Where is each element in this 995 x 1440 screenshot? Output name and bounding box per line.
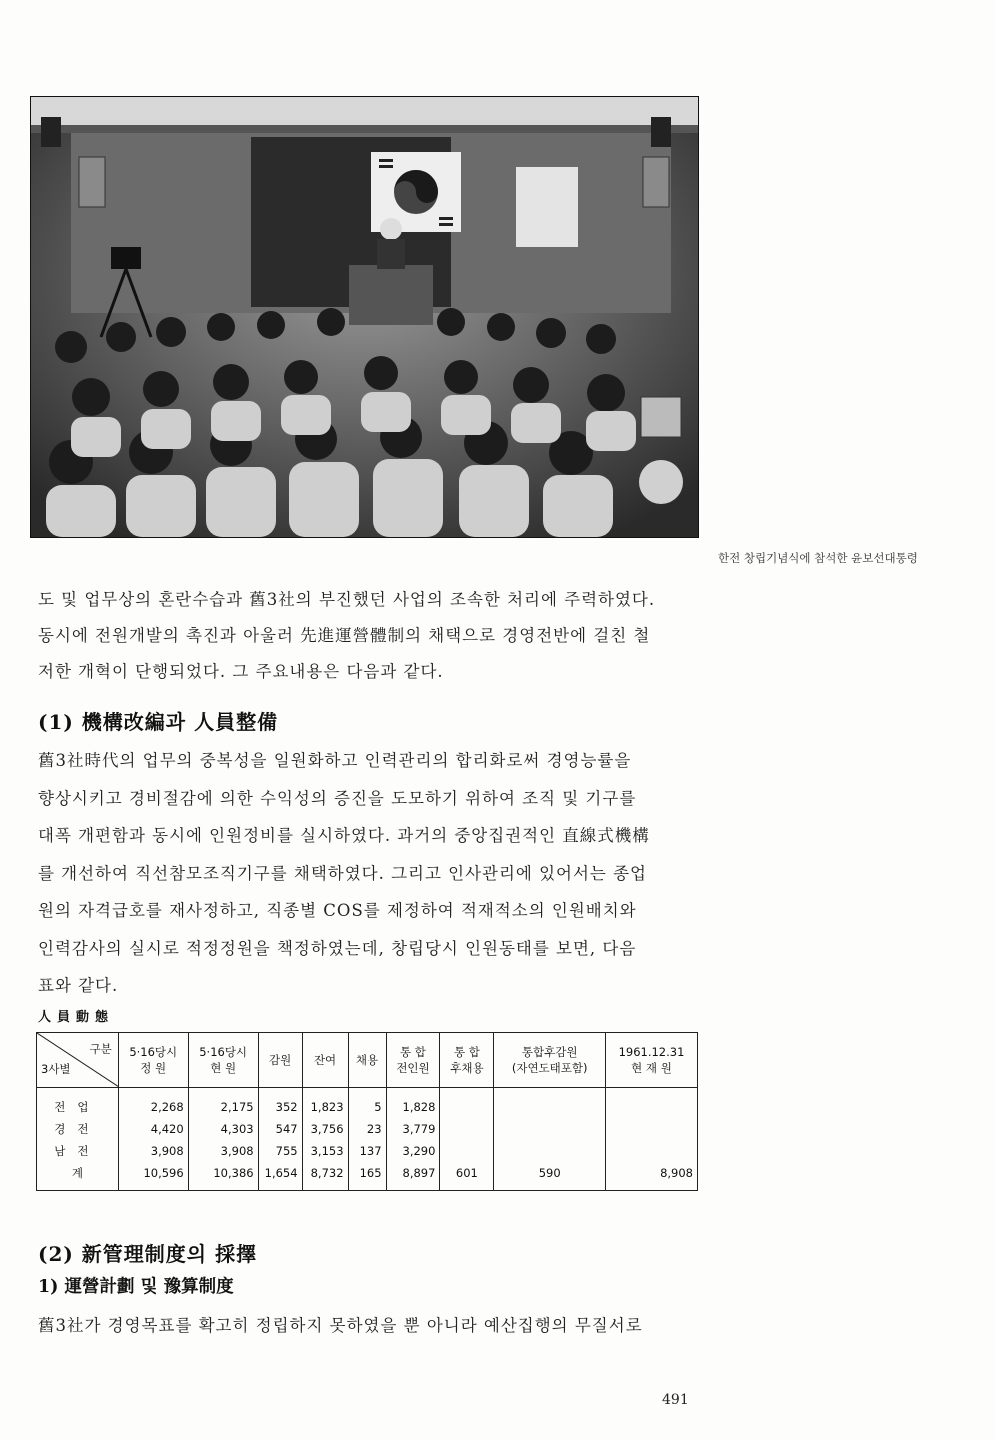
table-cell: 8,732: [302, 1162, 348, 1191]
header-line: 현 재 원: [631, 1061, 672, 1075]
table-cell: [606, 1088, 698, 1119]
table-row: [37, 1088, 698, 1119]
table-cell: 755: [258, 1140, 302, 1162]
paragraph-line: 원의 자격급호를 재사정하고, 직종별 COS를 제정하여 적재적소의 인원배치와: [38, 901, 637, 920]
table-row: [37, 1118, 698, 1140]
header-line: (자연도태포함): [511, 1061, 588, 1075]
column-header: [302, 1033, 348, 1088]
paragraph-line: 도 및 업무상의 혼란수습과 舊3社의 부진했던 사업의 조속한 처리에 주력하였다.: [38, 590, 656, 609]
table-cell: 8,908: [606, 1162, 698, 1191]
paragraph-line: 대폭 개편함과 동시에 인원정비를 실시하였다. 과거의 중앙집권적인 直線式機構: [38, 826, 650, 845]
header-line: 잔여: [313, 1053, 337, 1067]
paragraph-line: 舊3社가 경영목표를 확고히 정립하지 못하였을 뿐 아니라 예산집행의 무질서로: [38, 1316, 643, 1335]
column-header: [118, 1033, 188, 1088]
header-line: 전인원: [396, 1061, 430, 1075]
column-header: [440, 1033, 494, 1088]
table-cell: 137: [348, 1140, 386, 1162]
table-cell: 3,756: [302, 1118, 348, 1140]
header-line: 5·16당시: [199, 1045, 248, 1059]
paragraph-2: [38, 742, 698, 1005]
table-cell: 1,654: [258, 1162, 302, 1191]
table-cell: 1,828: [386, 1088, 440, 1119]
table-cell: 352: [258, 1088, 302, 1119]
table-cell: [440, 1118, 494, 1140]
paragraph-1: [38, 582, 698, 690]
table-cell: [606, 1118, 698, 1140]
table-title: 人員動態: [38, 1010, 115, 1025]
paragraph-line: 동시에 전원개발의 촉진과 아울러 先進運營體制의 채택으로 경영전반에 걸친 철: [38, 626, 651, 645]
table-row-total: [37, 1162, 698, 1191]
personnel-table: [36, 1032, 698, 1191]
photo-caption: 한전 창립기념식에 참석한 윤보선대통령: [718, 551, 918, 565]
column-header: [188, 1033, 258, 1088]
table-cell: [494, 1118, 606, 1140]
header-line: 정 원: [140, 1061, 167, 1075]
ceremony-photo: [30, 96, 699, 538]
header-line: 통 합: [400, 1045, 426, 1059]
header-line: 5·16당시: [129, 1045, 178, 1059]
row-label: 계: [37, 1162, 119, 1191]
row-label: 경전: [37, 1118, 119, 1140]
corner-bottom-label: 3사별: [41, 1062, 71, 1076]
paragraph-line: 를 개선하여 직선참모조직기구를 채택하였다. 그리고 인사관리에 있어서는 종업: [38, 863, 647, 883]
table-cell: 3,153: [302, 1140, 348, 1162]
paragraph-line: 향상시키고 경비절감에 의한 수익성의 증진을 도모하기 위하여 조직 및 기구를: [38, 788, 637, 808]
header-line: 현 원: [210, 1061, 237, 1075]
table-header-row: [37, 1033, 698, 1088]
table-corner-header: [37, 1033, 119, 1088]
header-line: 감원: [268, 1053, 292, 1067]
paragraph-line: 저한 개혁이 단행되었다. 그 주요내용은 다음과 같다.: [38, 662, 444, 681]
table-cell: 3,779: [386, 1118, 440, 1140]
table-cell: 547: [258, 1118, 302, 1140]
table-cell: 1,823: [302, 1088, 348, 1119]
table-cell: 10,386: [188, 1162, 258, 1191]
corner-top-label: 구분: [89, 1042, 112, 1056]
table-cell: 23: [348, 1118, 386, 1140]
table-cell: 2,268: [118, 1088, 188, 1119]
table-cell: 590: [494, 1162, 606, 1191]
table-cell: 2,175: [188, 1088, 258, 1119]
row-label: 남전: [37, 1140, 119, 1162]
header-line: 통합후감원: [521, 1045, 578, 1059]
header-line: 채용: [355, 1053, 379, 1067]
column-header: [348, 1033, 386, 1088]
header-line: 1961.12.31: [618, 1045, 685, 1059]
section-heading-1: (1) 機構改編과 人員整備: [38, 710, 279, 734]
table-cell: [494, 1088, 606, 1119]
paragraph-line: 표와 같다.: [38, 976, 119, 995]
header-line: 통 합: [453, 1045, 480, 1059]
table-cell: 5: [348, 1088, 386, 1119]
row-label: 전업: [37, 1088, 119, 1119]
paragraph-line: 인력감사의 실시로 적정정원을 책정하였는데, 창립당시 인원동태를 보면, 다음: [38, 938, 637, 958]
paragraph-line: 舊3社時代의 업무의 중복성을 일원화하고 인력관리의 합리화로써 경영능률을: [38, 751, 632, 770]
table-cell: 4,303: [188, 1118, 258, 1140]
subsection-heading: 1) 運營計劃 및 豫算制度: [38, 1277, 234, 1297]
table-cell: 10,596: [118, 1162, 188, 1191]
table-row: [37, 1140, 698, 1162]
column-header: [494, 1033, 606, 1088]
table-cell: 4,420: [118, 1118, 188, 1140]
table-cell: [440, 1140, 494, 1162]
column-header: [258, 1033, 302, 1088]
table-cell: [494, 1140, 606, 1162]
table-cell: 601: [440, 1162, 494, 1191]
page-number: 491: [662, 1392, 689, 1408]
section-heading-2: (2) 新管理制度의 採擇: [38, 1242, 258, 1266]
table-cell: 8,897: [386, 1162, 440, 1191]
header-line: 후채용: [450, 1061, 484, 1075]
table-cell: 165: [348, 1162, 386, 1191]
column-header: [386, 1033, 440, 1088]
paragraph-3: [38, 1308, 698, 1344]
ceremony-photo-illustration: [31, 97, 698, 537]
table-cell: 3,908: [118, 1140, 188, 1162]
column-header: [606, 1033, 698, 1088]
table-cell: 3,908: [188, 1140, 258, 1162]
table-cell: [440, 1088, 494, 1119]
table-cell: 3,290: [386, 1140, 440, 1162]
table-cell: [606, 1140, 698, 1162]
